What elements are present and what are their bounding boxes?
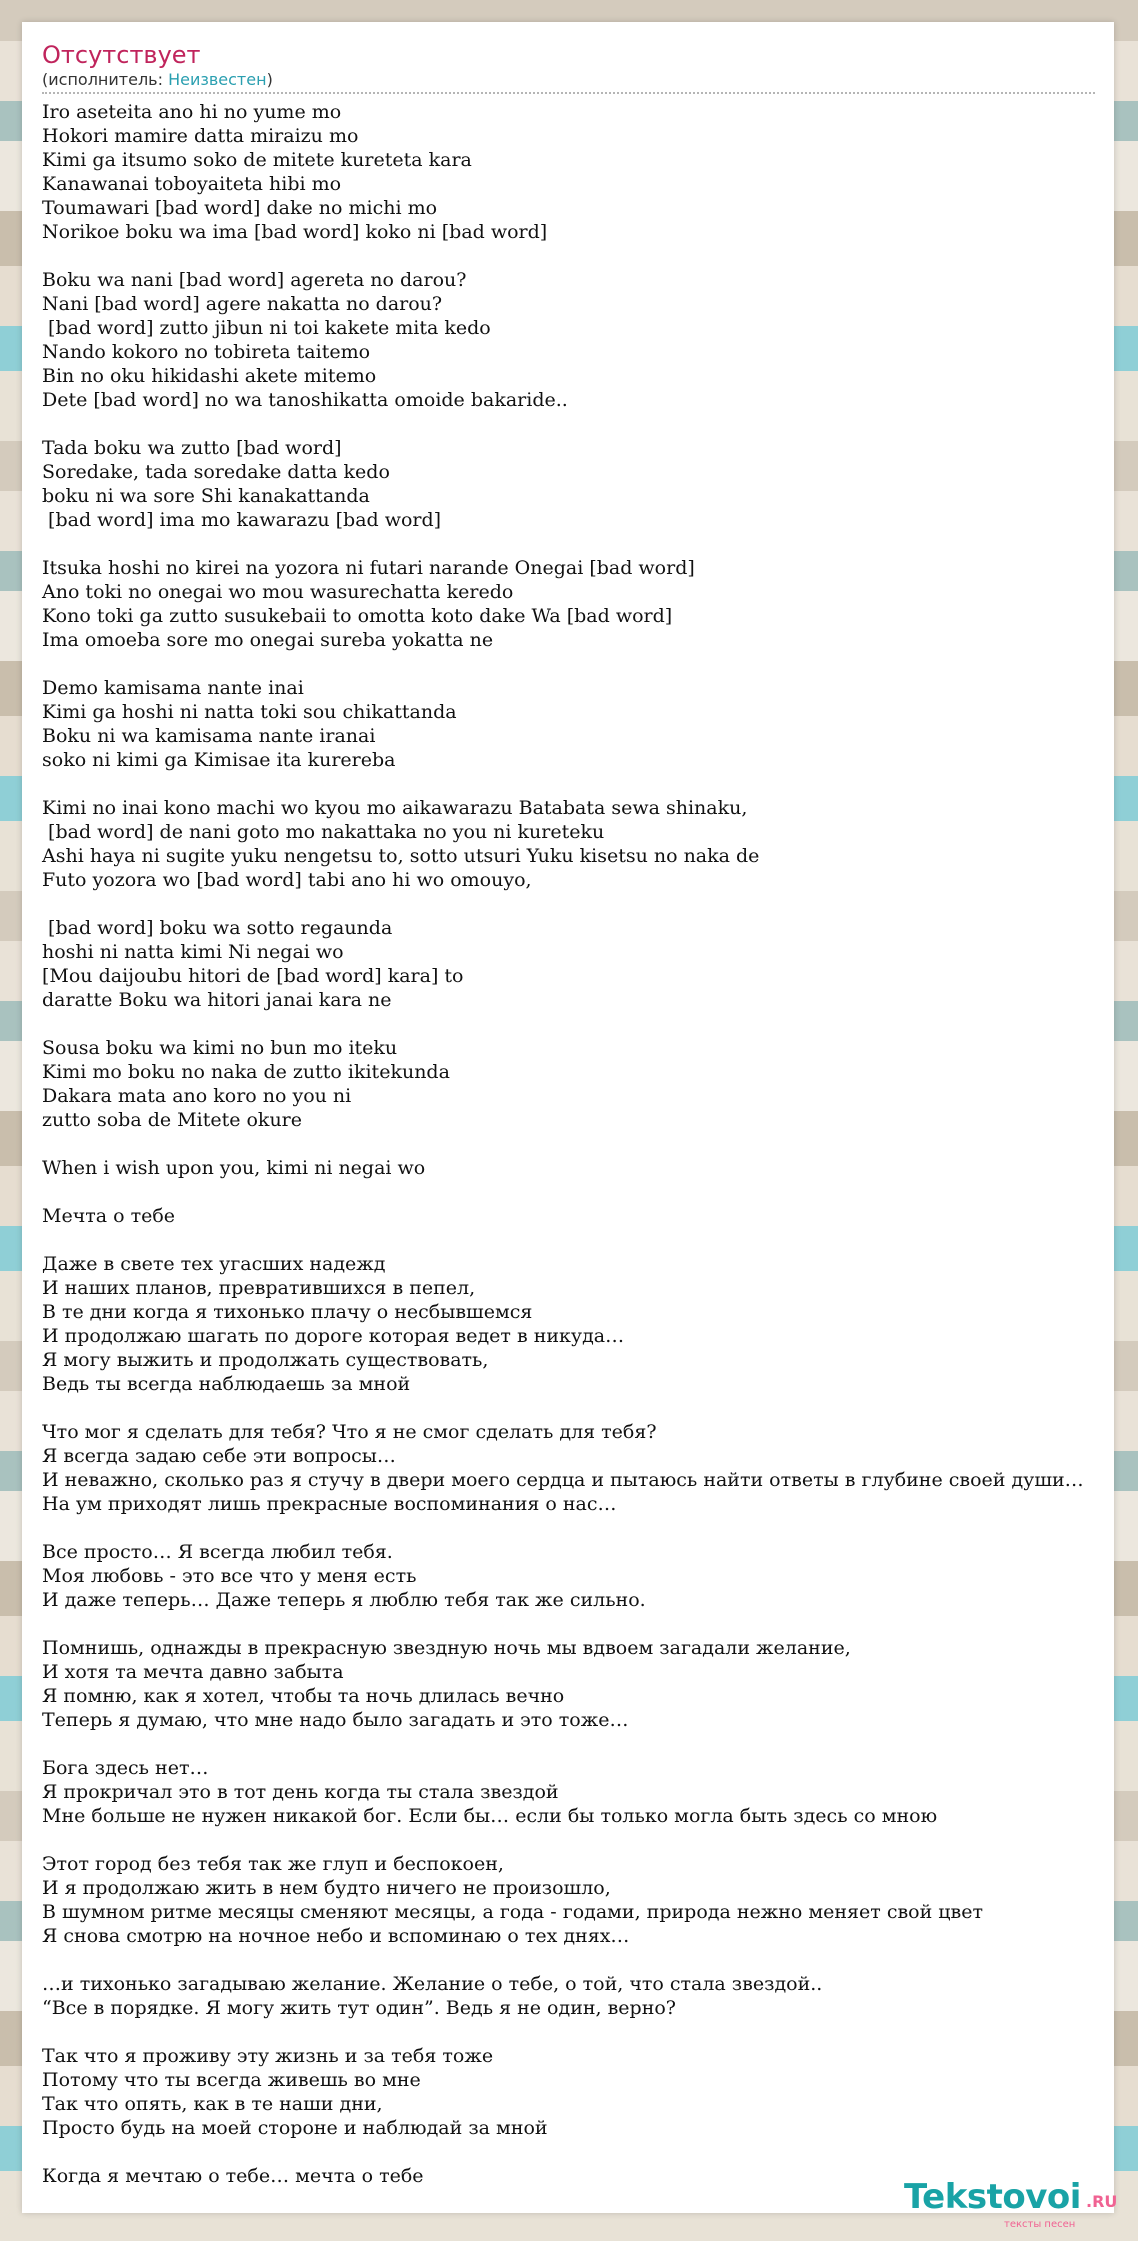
lyric-line: Boku ni wa kamisama nante iranai [42,725,376,747]
lyric-line: Просто будь на моей стороне и наблюдай за мной [42,2117,548,2139]
lyric-line: Ima omoeba sore mo onegai sureba yokatta ne [42,629,494,651]
lyric-line: И наших планов, превратившихся в пепел, [42,1277,476,1299]
lyric-line: Теперь я думаю, что мне надо было загадать и это тоже… [42,1709,629,1731]
lyric-line: Dete [bad word] no wa tanoshikatta omoide bakaride.. [42,389,568,411]
lyric-line: Kimi mo boku no naka de zutto ikitekunda [42,1061,450,1083]
lyric-line: Все просто… Я всегда любил тебя. [42,1541,393,1563]
lyric-line: Я снова смотрю на ночное небо и вспоминаю о тех днях… [42,1925,630,1947]
blank-line [42,532,1117,556]
song-header [42,40,1095,94]
lyric-line: When i wish upon you, kimi ni negai wo [42,1157,426,1179]
blank-line [42,1132,1117,1156]
lyric-line: Demo kamisama nante inai [42,677,304,699]
logo-tagline: тексты песен [1004,2219,1076,2230]
lyric-line: daratte Boku wa hitori janai kara ne [42,989,392,1011]
lyric-line: Norikoe boku wa ima [bad word] koko ni [bad word] [42,221,548,243]
lyrics-text [42,100,1117,2188]
lyric-line: Kimi ga itsumo soko de mitete kureteta kara [42,149,472,171]
lyric-line: Soredake, tada soredake datta kedo [42,461,390,483]
lyric-line: Kono toki ga zutto susukebaii to omotta koto dake Wa [bad word] [42,605,673,627]
lyric-line: [bad word] boku wa sotto regaunda [42,917,393,939]
lyric-line: Мечта о тебе [42,1205,176,1227]
lyric-line: Boku wa nani [bad word] agereta no darou? [42,269,467,291]
lyric-line: И я продолжаю жить в нем будто ничего не произошло, [42,1877,611,1899]
lyric-line: Tada boku wa zutto [bad word] [42,437,342,459]
lyric-line: Dakara mata ano koro no you ni [42,1085,352,1107]
lyric-line: Kimi ga hoshi ni natta toki sou chikattanda [42,701,457,723]
lyric-line: Я могу выжить и продолжать существовать, [42,1349,489,1371]
site-logo[interactable] [904,2177,1118,2237]
lyric-line: Потому что ты всегда живешь во мне [42,2069,421,2091]
lyric-line: Nani [bad word] agere nakatta no darou? [42,293,443,315]
logo-wordmark: Tekstovoi [904,2177,1081,2217]
lyric-line: Даже в свете тех угасших надежд [42,1253,386,1275]
lyric-line: Bin no oku hikidashi akete mitemo [42,365,377,387]
lyric-line: Что мог я сделать для тебя? Что я не смог сделать для тебя? [42,1421,657,1443]
lyric-line: Так что опять, как в те наши дни, [42,2093,383,2115]
blank-line [42,1828,1117,1852]
lyric-line: [bad word] de nani goto mo nakattaka no you ni kureteku [42,821,605,843]
lyric-line: [bad word] zutto jibun ni toi kakete mita kedo [42,317,491,339]
lyric-line: На ум приходят лишь прекрасные воспоминания о нас… [42,1493,617,1515]
lyric-line: Я прокричал это в тот день когда ты стала звездой [42,1781,559,1803]
blank-line [42,2020,1117,2044]
artist-prefix: (исполнитель: [42,70,169,89]
lyric-line: В те дни когда я тихонько плачу о несбывшемся [42,1301,533,1323]
lyric-line: Когда я мечтаю о тебе… мечта о тебе [42,2165,424,2187]
lyric-line: …и тихонько загадываю желание. Желание о тебе, о той, что стала звездой.. [42,1973,823,1995]
lyric-line: Itsuka hoshi no kirei na yozora ni futari narande Onegai [bad word] [42,557,695,579]
lyric-line: Kanawanai toboyaiteta hibi mo [42,173,342,195]
blank-line [42,1516,1117,1540]
artist-line [42,70,1095,94]
lyric-line: “Все в порядке. Я могу жить тут один”. Ведь я не один, верно? [42,1997,676,2019]
lyric-line: Iro aseteita ano hi no yume mo [42,101,342,123]
lyric-line: Toumawari [bad word] dake no michi mo [42,197,438,219]
blank-line [42,1732,1117,1756]
lyric-line: И продолжаю шагать по дороге которая ведет в никуда… [42,1325,625,1347]
blank-line [42,1228,1117,1252]
lyric-line: Этот город без тебя так же глуп и беспокоен, [42,1853,504,1875]
lyric-line: Так что я проживу эту жизнь и за тебя тоже [42,2045,494,2067]
logo-domain: .RU [1086,2192,1118,2211]
blank-line [42,1396,1117,1420]
lyric-line: Nando kokoro no tobireta taitemo [42,341,371,363]
lyric-line: zutto soba de Mitete okure [42,1109,303,1131]
lyric-line: Ano toki no onegai wo mou wasurechatta keredo [42,581,514,603]
lyric-line: [bad word] ima mo kawarazu [bad word] [42,509,442,531]
lyric-line: Futo yozora wo [bad word] tabi ano hi wo omouyo, [42,869,532,891]
blank-line [42,652,1117,676]
lyric-line: Моя любовь - это все что у меня есть [42,1565,417,1587]
lyric-line: Я всегда задаю себе эти вопросы… [42,1445,396,1467]
blank-line [42,1948,1117,1972]
lyric-line: И неважно, сколько раз я стучу в двери моего сердца и пытаюсь найти ответы в глубине своей души… [42,1469,1084,1491]
artist-suffix: ) [266,70,273,89]
lyric-line: Hokori mamire datta miraizu mo [42,125,359,147]
lyric-line: hoshi ni natta kimi Ni negai wo [42,941,344,963]
blank-line [42,772,1117,796]
lyric-line: Kimi no inai kono machi wo kyou mo aikawarazu Batabata sewa shinaku, [42,797,748,819]
lyric-line: Бога здесь нет… [42,1757,209,1779]
lyric-line: Ведь ты всегда наблюдаешь за мной [42,1373,411,1395]
blank-line [42,892,1117,916]
song-title: Отсутствует [42,41,201,69]
lyric-line: Ashi haya ni sugite yuku nengetsu to, sotto utsuri Yuku kisetsu no naka de [42,845,760,867]
lyric-line: И хотя та мечта давно забыта [42,1661,344,1683]
lyrics-page [22,22,1118,2230]
lyric-line: Мне больше не нужен никакой бог. Если бы… если бы только могла быть здесь со мною [42,1805,938,1827]
blank-line [42,244,1117,268]
lyric-line: soko ni kimi ga Kimisae ita kurereba [42,749,396,771]
lyric-line: Помнишь, однажды в прекрасную звездную ночь мы вдвоем загадали желание, [42,1637,851,1659]
blank-line [42,1012,1117,1036]
blank-line [42,1612,1117,1636]
blank-line [42,1180,1117,1204]
lyric-line: Я помню, как я хотел, чтобы та ночь длилась вечно [42,1685,565,1707]
lyric-line: boku ni wa sore Shi kanakattanda [42,485,370,507]
artist-link[interactable]: Неизвестен [168,70,267,89]
lyric-line: И даже теперь… Даже теперь я люблю тебя так же сильно. [42,1589,646,1611]
blank-line [42,412,1117,436]
lyric-line: В шумном ритме месяцы сменяют месяцы, а года - годами, природа нежно меняет свой цвет [42,1901,983,1923]
blank-line [42,2140,1117,2164]
lyric-line: Sousa boku wa kimi no bun mo iteku [42,1037,398,1059]
lyric-line: [Mou daijoubu hitori de [bad word] kara] to [42,965,464,987]
